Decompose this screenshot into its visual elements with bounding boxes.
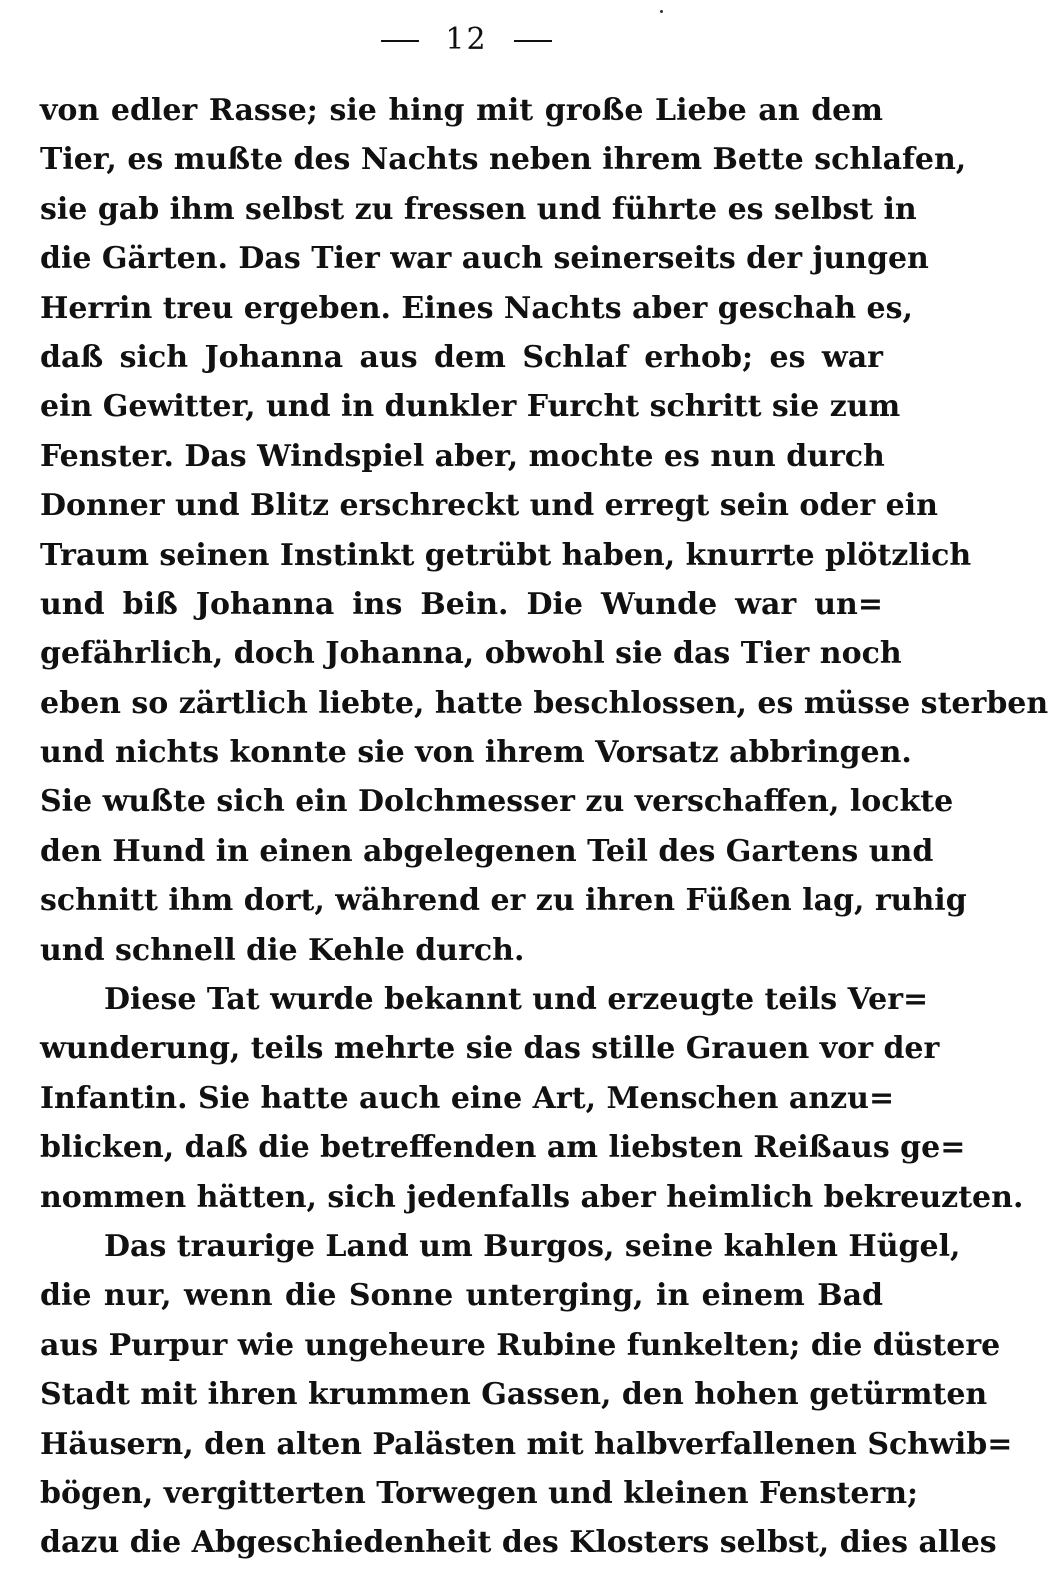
text-line: ein Gewitter, und in dunkler Furcht schritt sie zum <box>40 389 901 425</box>
body-text <box>40 86 1048 1568</box>
text-line: Stadt mit ihren krummen Gassen, den hohen getürmten <box>40 1377 988 1413</box>
paragraph <box>40 1222 1013 1568</box>
text-line: blicken, daß die betreffenden am liebsten Reißaus ge= <box>40 1130 966 1166</box>
text-line: Häusern, den alten Palästen mit halbverfallenen Schwib= <box>40 1426 1013 1462</box>
text-line: Sie wußte sich ein Dolchmesser zu verschaffen, lockte <box>40 784 954 820</box>
page-header <box>0 22 933 58</box>
text-line: schnitt ihm dort, während er zu ihren Füßen lag, ruhig <box>40 883 967 919</box>
text-line: die nur, wenn die Sonne unterging, in einem Bad <box>40 1278 883 1314</box>
text-line: daß sich Johanna aus dem Schlaf erhob; es war <box>40 339 883 375</box>
text-line: bögen, vergitterten Torwegen und kleinen Fenstern; <box>40 1475 919 1511</box>
text-line: wunderung, teils mehrte sie das stille Grauen vor der <box>40 1031 940 1067</box>
text-line: nommen hätten, sich jedenfalls aber heimlich bekreuzten. <box>40 1179 1024 1215</box>
text-line: Tier, es mußte des Nachts neben ihrem Bette schlafen, <box>40 142 967 178</box>
text-line: die Gärten. Das Tier war auch seinerseits der jungen <box>40 241 929 277</box>
text-line: Das traurige Land um Burgos, seine kahlen Hügel, <box>104 1228 961 1264</box>
text-line: gefährlich, doch Johanna, obwohl sie das Tier noch <box>40 636 902 672</box>
text-line: Fenster. Das Windspiel aber, mochte es nun durch <box>40 438 885 474</box>
text-line: eben so zärtlich liebte, hatte beschlossen, es müsse sterben <box>40 685 1048 721</box>
paragraph <box>40 86 1048 975</box>
left-dash <box>381 40 419 42</box>
text-line: Traum seinen Instinkt getrübt haben, knurrte plötzlich <box>40 537 972 573</box>
text-line: von edler Rasse; sie hing mit große Liebe an dem <box>40 93 883 128</box>
paragraph <box>40 975 1024 1222</box>
text-line: und nichts konnte sie von ihrem Vorsatz abbringen. <box>40 735 912 771</box>
text-line: Donner und Blitz erschreckt und erregt sein oder ein <box>40 488 938 524</box>
text-line: und schnell die Kehle durch. <box>40 932 525 968</box>
text-line: und biß Johanna ins Bein. Die Wunde war un= <box>40 586 883 622</box>
text-line: Infantin. Sie hatte auch eine Art, Menschen anzu= <box>40 1080 895 1116</box>
text-line: sie gab ihm selbst zu fressen und führte es selbst in <box>40 191 917 227</box>
page-number: 12 <box>445 22 488 57</box>
text-line: Herrin treu ergeben. Eines Nachts aber geschah es, <box>40 290 913 326</box>
text-line: dazu die Abgeschiedenheit des Klosters selbst, dies alles <box>40 1525 997 1561</box>
text-line: Diese Tat wurde bekannt und erzeugte teils Ver= <box>104 982 929 1018</box>
print-speck <box>660 10 663 13</box>
right-dash <box>514 40 552 42</box>
text-line: aus Purpur wie ungeheure Rubine funkelten; die düstere <box>40 1327 1001 1363</box>
text-line: den Hund in einen abgelegenen Teil des Gartens und <box>40 833 934 869</box>
